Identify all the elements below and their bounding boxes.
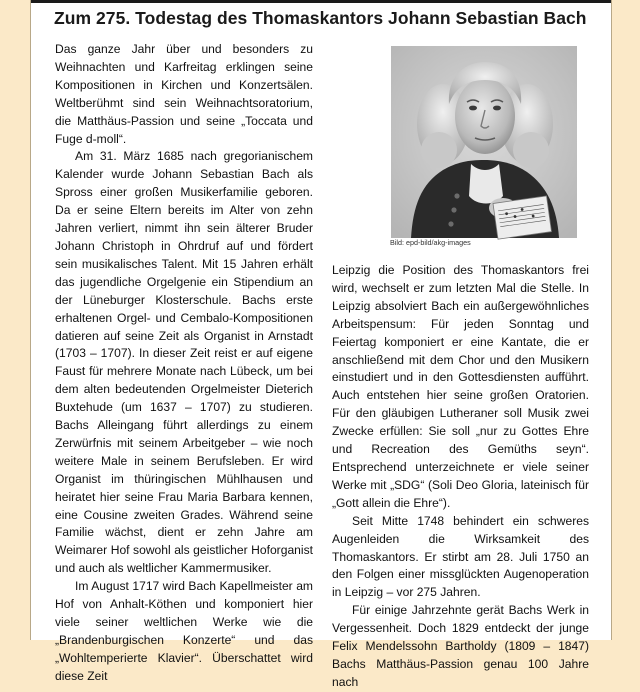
article-title: Zum 275. Todestag des Thomaskantors Johann Sebastian Bach <box>54 8 587 28</box>
right-column <box>332 262 589 692</box>
newsletter-page <box>30 0 612 689</box>
bach-portrait <box>391 46 577 238</box>
paragraph-rediscovery: Für einige Jahrzehnte gerät Bachs Werk in Vergessenheit. Doch 1829 entdeckt der junge Felix Mendelssohn Bartholdy (1809 – 1847) Bachs Matthäus-Passion genau 100 Jahre nach <box>332 603 589 689</box>
paragraph-biography: Am 31. März 1685 nach gregorianischem Kalender wurde Johann Sebastian Bach als Spross einer großen Musikerfamilie geboren. Da er seine Eltern bereits im Alter von zehn Jahren verliert, nimmt ihn sein älterer Bruder Johann Christoph in Ohrdruf auf und fördert sein musikalisches Talent. Mit 15 Jahren erhält das jugendliche Orgelgenie ein Stipendium an der Lüneburger Klosterschule. Bachs erste erhaltenen Orgel- und Cembalo-Kompositionen datieren auf seine Zeit als Organist in Arnstadt (1703 – 1707). In dieser Zeit reist er auf eigene Faust für mehrere Monate nach Lübeck, um bei dem alten bedeutenden Orgelmeister Dieterich Buxtehude (um 1637 – 1707) zu studieren. Bachs Alleingang führt allerdings zu einem Zerwürfnis mit seinem Arbeitgeber – wie noch weitere Male in seinem Berufsleben. Er wird Organist im thüringischen Mühlhausen und heiratet hier seine Frau Maria Barbara kennen, eine Cousine zweiten Grades. Während seine Familie wächst, dient er zehn Jahre am Weimarer Hof sowohl als geistlicher Hoforganist und auch als weltlicher Kammermusiker. <box>55 149 313 576</box>
left-column <box>55 41 313 686</box>
top-rule <box>31 0 611 3</box>
paragraph-illness: Seit Mitte 1748 behindert ein schweres Augenleiden die Wirksamkeit des Thomaskantors. Er stirbt am 28. Juli 1750 an den Folgen einer missglückten Augenoperation in Leipzig – vor 275 Jahren. <box>332 513 589 600</box>
paragraph-koethen: Im August 1717 wird Bach Kapellmeister am Hof von Anhalt-Köthen und komponiert hier viele seiner weltlichen Werke wie die „Brandenburgischen Konzerte“ und das „Wohltemperierte Klavier“. Überschattet wird diese Zeit <box>55 579 313 683</box>
paragraph-leipzig: Leipzig die Position des Thomaskantors frei wird, wechselt er zum letzten Mal die Stelle. In Leipzig absolviert Bach ein außergewöhnliches Arbeitspensum: Für jeden Sonntag und Feiertag komponiert er eine Kantate, die er anschließend mit dem Chor und den Musikern einstudiert und in den Gottesdiensten aufführt. Auch entstehen hier seine großen Oratorien. Für den gläubigen Lutheraner soll Musik zwei Zwecke erfüllen: Sie soll „nur zu Gottes Ehre und Recreation des Gemüths seyn“. Entsprechend unterzeichnete er viele seiner Werke mit „SDG“ (Soli Deo Gloria, lateinisch für „Gott allein die Ehre“). <box>332 263 589 510</box>
image-caption: Bild: epd-bild/akg-images <box>390 238 471 247</box>
paragraph-intro: Das ganze Jahr über und besonders zu Weihnachten und Karfreitag erklingen seine Kompositionen in Kirchen und Konzertsälen. Weltberühmt sind sein Weihnachtsoratorium, die Matthäus-Passion und seine „Toccata und Fuge d-moll“. <box>55 42 313 146</box>
